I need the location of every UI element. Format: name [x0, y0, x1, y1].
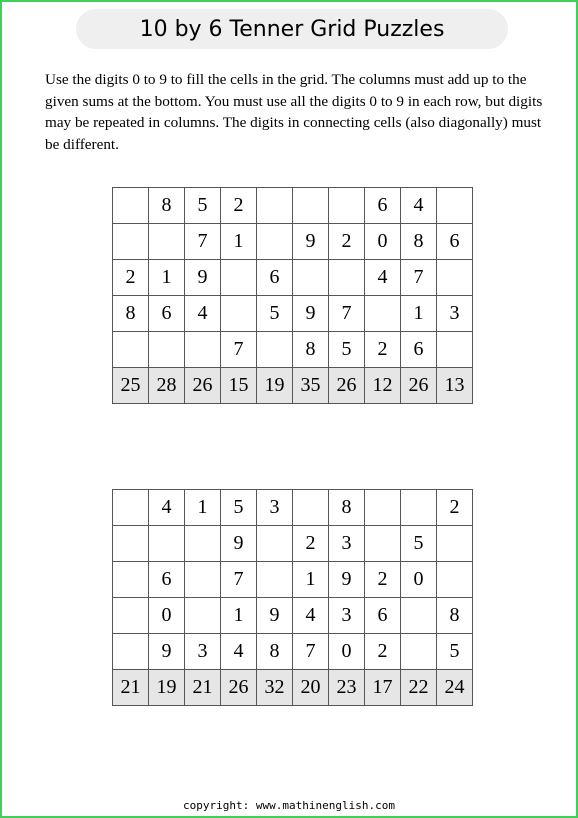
grid-cell[interactable]: [185, 562, 221, 598]
page-title: 10 by 6 Tenner Grid Puzzles: [76, 9, 508, 49]
grid-cell[interactable]: 8: [113, 296, 149, 332]
grid-cell[interactable]: 5: [185, 188, 221, 224]
column-sum-cell: 26: [401, 368, 437, 404]
grid-cell[interactable]: 0: [149, 598, 185, 634]
column-sum-cell: 22: [401, 670, 437, 706]
grid-cell[interactable]: [257, 562, 293, 598]
grid-cell[interactable]: 6: [149, 296, 185, 332]
column-sum-cell: 21: [113, 670, 149, 706]
grid-cell[interactable]: [113, 526, 149, 562]
column-sum-cell: 28: [149, 368, 185, 404]
grid-cell[interactable]: [437, 188, 473, 224]
grid-cell[interactable]: [149, 526, 185, 562]
grid-cell[interactable]: [401, 634, 437, 670]
grid-cell[interactable]: 5: [257, 296, 293, 332]
grid-cell[interactable]: 2: [437, 490, 473, 526]
grid-cell[interactable]: 3: [257, 490, 293, 526]
grid-row: [113, 260, 473, 296]
grid-cell[interactable]: 6: [437, 224, 473, 260]
grid-cell[interactable]: 1: [401, 296, 437, 332]
grid-cell[interactable]: 9: [293, 296, 329, 332]
grid-cell[interactable]: 2: [293, 526, 329, 562]
grid-cell[interactable]: [185, 332, 221, 368]
grid-cell[interactable]: [113, 562, 149, 598]
grid-cell[interactable]: 2: [329, 224, 365, 260]
grid-cell[interactable]: 9: [149, 634, 185, 670]
grid-cell[interactable]: 4: [401, 188, 437, 224]
grid-cell[interactable]: 0: [329, 634, 365, 670]
grid-cell[interactable]: [437, 332, 473, 368]
grid-cell[interactable]: 1: [293, 562, 329, 598]
grid-cell[interactable]: [437, 260, 473, 296]
grid-cell[interactable]: 1: [185, 490, 221, 526]
column-sum-cell: 35: [293, 368, 329, 404]
grid-cell[interactable]: 7: [221, 562, 257, 598]
grid-row: [113, 526, 473, 562]
grid-cell[interactable]: 8: [329, 490, 365, 526]
grid-row: [113, 296, 473, 332]
grid-cell[interactable]: 1: [149, 260, 185, 296]
grid-cell[interactable]: 8: [149, 188, 185, 224]
column-sum-cell: 23: [329, 670, 365, 706]
column-sum-cell: 24: [437, 670, 473, 706]
grid-cell[interactable]: 8: [257, 634, 293, 670]
grid-cell[interactable]: 2: [221, 188, 257, 224]
column-sum-cell: 25: [113, 368, 149, 404]
column-sum-cell: 15: [221, 368, 257, 404]
grid-cell[interactable]: [149, 332, 185, 368]
grid-cell[interactable]: [221, 296, 257, 332]
grid-cell[interactable]: 4: [365, 260, 401, 296]
grid-cell[interactable]: 9: [257, 598, 293, 634]
grid-cell[interactable]: 3: [437, 296, 473, 332]
grid-cell[interactable]: [437, 562, 473, 598]
grid-cell[interactable]: [437, 526, 473, 562]
grid-cell[interactable]: 1: [221, 224, 257, 260]
column-sum-cell: 26: [329, 368, 365, 404]
grid-cell[interactable]: 1: [221, 598, 257, 634]
instructions-text: Use the digits 0 to 9 to fill the cells in the grid. The columns must add up to the given sums at the bottom. You must use all the digits 0 to 9 in each row, but digits may be repeated in columns. The digits in connecting cells (also diagonally) must be different.: [45, 71, 543, 153]
grid-cell[interactable]: 8: [437, 598, 473, 634]
column-sum-cell: 32: [257, 670, 293, 706]
grid-cell[interactable]: 9: [329, 562, 365, 598]
grid-row: [113, 598, 473, 634]
column-sum-cell: 21: [185, 670, 221, 706]
grid-row: [113, 634, 473, 670]
copyright-footer: copyright: www.mathinenglish.com: [183, 799, 395, 812]
tenner-grid-1: [112, 187, 473, 404]
grid-cell[interactable]: [149, 224, 185, 260]
grid-cell[interactable]: [329, 188, 365, 224]
grid-cell[interactable]: 2: [113, 260, 149, 296]
grid-cell[interactable]: 4: [293, 598, 329, 634]
grid-cell[interactable]: 5: [221, 490, 257, 526]
grid-cell[interactable]: [257, 224, 293, 260]
grid-cell[interactable]: [365, 526, 401, 562]
grid-cell[interactable]: 2: [365, 332, 401, 368]
grid-cell[interactable]: 7: [401, 260, 437, 296]
grid-cell[interactable]: [329, 260, 365, 296]
grid-row: [113, 562, 473, 598]
grid-cell[interactable]: [185, 526, 221, 562]
column-sum-cell: 19: [149, 670, 185, 706]
column-sum-cell: 20: [293, 670, 329, 706]
grid-cell[interactable]: 4: [149, 490, 185, 526]
grid-cell[interactable]: [365, 296, 401, 332]
grid-row: [113, 332, 473, 368]
column-sum-cell: 19: [257, 368, 293, 404]
grid-cell[interactable]: 9: [185, 260, 221, 296]
grid-cell[interactable]: 7: [185, 224, 221, 260]
grid-cell[interactable]: 6: [365, 598, 401, 634]
grid-cell[interactable]: 7: [293, 634, 329, 670]
column-sum-cell: 26: [221, 670, 257, 706]
grid-cell[interactable]: 6: [149, 562, 185, 598]
grid-cell[interactable]: [257, 332, 293, 368]
grid-cell[interactable]: 4: [185, 296, 221, 332]
grid-cell[interactable]: [365, 490, 401, 526]
grid-cell[interactable]: [257, 188, 293, 224]
grid-row: [113, 490, 473, 526]
grid-cell[interactable]: [401, 490, 437, 526]
grid-cell[interactable]: [113, 224, 149, 260]
column-sum-cell: 17: [365, 670, 401, 706]
column-sum-cell: 13: [437, 368, 473, 404]
grid-cell[interactable]: 8: [401, 224, 437, 260]
grid-cell[interactable]: 9: [221, 526, 257, 562]
grid-cell[interactable]: [257, 526, 293, 562]
grid-cell[interactable]: 6: [365, 188, 401, 224]
tenner-grid-2: [112, 489, 473, 706]
grid-cell[interactable]: 7: [221, 332, 257, 368]
grid-cell[interactable]: [293, 260, 329, 296]
grid-cell[interactable]: 3: [329, 598, 365, 634]
grid-cell[interactable]: 5: [401, 526, 437, 562]
grid-cell[interactable]: [113, 188, 149, 224]
grid-cell[interactable]: 0: [401, 562, 437, 598]
grid-cell[interactable]: 5: [437, 634, 473, 670]
grid-cell[interactable]: 2: [365, 562, 401, 598]
grid-cell[interactable]: 0: [365, 224, 401, 260]
grid-cell[interactable]: [113, 634, 149, 670]
grid-row: [113, 188, 473, 224]
column-sum-cell: 12: [365, 368, 401, 404]
column-sums-row: [113, 670, 473, 706]
grid-cell[interactable]: 6: [257, 260, 293, 296]
grid-row: [113, 224, 473, 260]
column-sum-cell: 26: [185, 368, 221, 404]
grid-cell[interactable]: [113, 598, 149, 634]
grid-cell[interactable]: 6: [401, 332, 437, 368]
grid-cell[interactable]: 8: [293, 332, 329, 368]
grid-cell[interactable]: [185, 598, 221, 634]
grid-cell[interactable]: 3: [329, 526, 365, 562]
grid-cell[interactable]: 7: [329, 296, 365, 332]
grid-cell[interactable]: 9: [293, 224, 329, 260]
grid-cell[interactable]: [293, 188, 329, 224]
grid-cell[interactable]: 4: [221, 634, 257, 670]
grid-cell[interactable]: 2: [365, 634, 401, 670]
grid-cell[interactable]: [293, 490, 329, 526]
grid-cell[interactable]: [113, 332, 149, 368]
grid-cell[interactable]: 5: [329, 332, 365, 368]
column-sums-row: [113, 368, 473, 404]
grid-cell[interactable]: 3: [185, 634, 221, 670]
grid-cell[interactable]: [113, 490, 149, 526]
grid-cell[interactable]: [401, 598, 437, 634]
grid-cell[interactable]: [221, 260, 257, 296]
